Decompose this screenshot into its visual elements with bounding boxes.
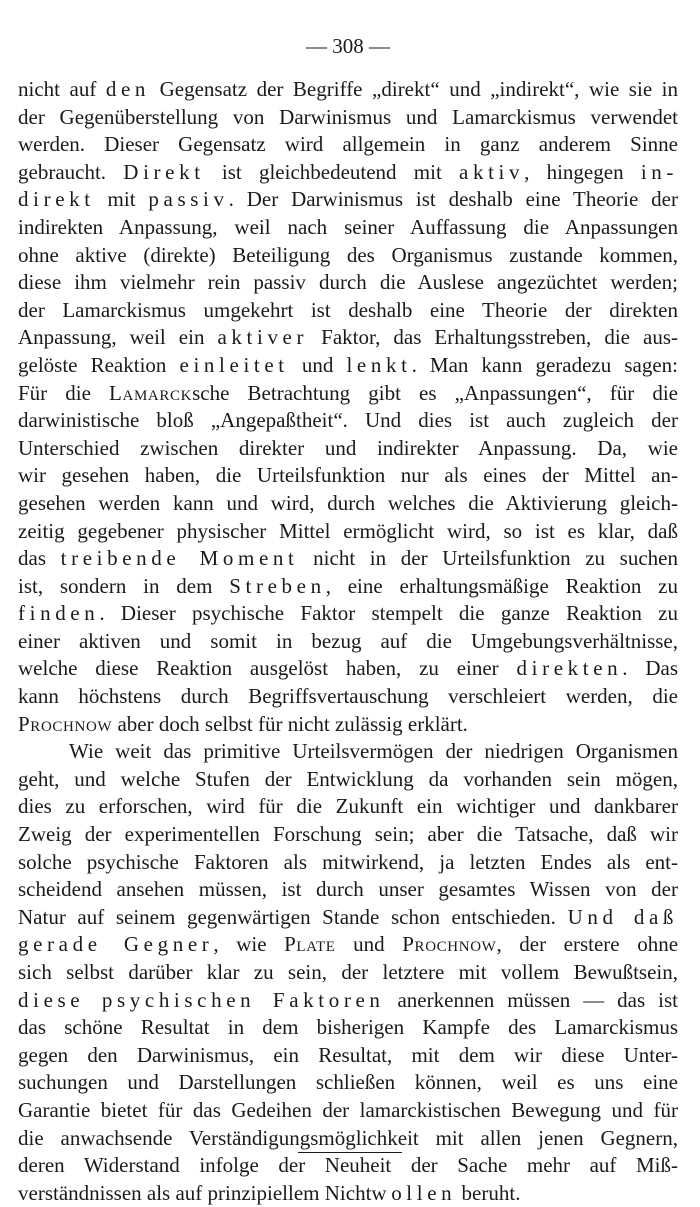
- text-line: [18, 159, 678, 187]
- text-line: [18, 297, 678, 325]
- text-run: beruht.: [456, 1180, 521, 1205]
- text-run: suchungen und Darstellungen schließen können, weil es uns eine: [18, 1070, 678, 1095]
- text-run: zeitig gegebener physischer Mittel ermöglicht wird, so ist es klar, daß: [18, 518, 678, 543]
- text-run: Zweig der experimentellen Forschung sein; aber die Tatsache, daß wir: [18, 822, 678, 847]
- text-run: ist gleichbedeutend mit: [204, 159, 460, 184]
- author-name: Plate: [284, 932, 336, 957]
- spaced-emphasis: lenkt: [346, 352, 412, 377]
- text-run: Wie weit das primitive Urteilsvermögen der niedrigen Organismen: [69, 739, 678, 764]
- text-run: dies zu erforschen, wird für die Zukunft ein wichtiger und dankbarer: [18, 794, 678, 819]
- spaced-emphasis: finden: [18, 601, 100, 626]
- text-line: [18, 380, 678, 408]
- text-line: [18, 435, 678, 463]
- text-run: . Das: [622, 656, 678, 681]
- spaced-emphasis: passiv: [148, 187, 229, 212]
- text-run: . Der Darwinismus ist deshalb eine Theorie der: [228, 187, 678, 212]
- text-run: einer aktiven und somit in bezug auf die Umgebungsverhältnisse,: [18, 628, 678, 653]
- text-run: aber doch selbst für nicht zulässig erklärt.: [112, 711, 468, 736]
- page-number: — 308 —: [306, 34, 390, 58]
- text-run: anerkennen müssen — das ist: [384, 987, 678, 1012]
- text-line: [18, 738, 678, 766]
- text-run: welche diese Reaktion ausgelöst haben, zu einer: [18, 656, 517, 681]
- text-line: [18, 931, 678, 959]
- text-line: [18, 1042, 678, 1070]
- text-run: verständnissen als auf prinzipiellem Nicht: [18, 1180, 372, 1205]
- text-run: sche Betrachtung gibt es „Anpassungen“, für die: [192, 380, 679, 405]
- text-run: , hingegen: [524, 159, 641, 184]
- spaced-emphasis: Und daß: [567, 904, 679, 929]
- text-run: Garantie bietet für das Gedeihen der lamarckistischen Bewegung und für: [18, 1097, 678, 1122]
- text-line: [18, 876, 678, 904]
- text-run: mit: [94, 187, 149, 212]
- text-run: Gegensatz der Begriffe „direkt“ und „indirekt“, wie sie in: [150, 77, 678, 101]
- text-run: die anwachsende Verständigungsmöglichkeit mit allen jenen Gegnern,: [18, 1125, 678, 1150]
- text-run: darwinistische bloß „Angepaßtheit“. Und dies ist auch zugleich der: [18, 408, 678, 433]
- text-line: [18, 131, 678, 159]
- text-line: [18, 242, 678, 270]
- text-run: und: [335, 932, 403, 957]
- text-line: [18, 987, 678, 1015]
- text-line: [18, 821, 678, 849]
- text-line: [18, 600, 678, 628]
- text-line: [18, 655, 678, 683]
- spaced-emphasis: aktiv: [459, 159, 525, 184]
- text-run: , wie: [213, 932, 285, 957]
- text-line: [18, 214, 678, 242]
- text-run: , eine erhaltungsmäßige Reaktion zu: [325, 573, 678, 598]
- text-run: wir gesehen haben, die Urteilsfunktion nur als eines der Mittel an-: [18, 463, 678, 488]
- text-run: Faktor, das Erhaltungsstreben, die aus-: [308, 325, 678, 350]
- text-run: der Lamarckismus umgekehrt ist deshalb eine Theorie der direkten: [18, 297, 678, 322]
- spaced-emphasis: direkten: [516, 656, 623, 681]
- text-line: [18, 352, 678, 380]
- text-run: deren Widerstand infolge der Neuheit der Sache mehr auf Miß-: [18, 1153, 678, 1178]
- text-run: und: [288, 352, 347, 377]
- end-rule: [298, 1152, 402, 1153]
- text-run: der Gegenüberstellung von Darwinismus und Lamarckismus verwendet: [18, 104, 678, 129]
- text-run: . Dieser psychische Faktor stempelt die ganze Reaktion zu: [99, 601, 678, 626]
- text-run: ist, sondern in dem: [18, 573, 230, 598]
- text-line: [18, 1152, 678, 1180]
- text-line: [18, 793, 678, 821]
- text-line: [18, 959, 678, 987]
- text-line: [18, 1125, 678, 1153]
- paragraph: [18, 76, 678, 738]
- text-run: geht, und welche Stufen der Entwicklung da vorhanden sein mögen,: [18, 766, 678, 791]
- text-run: Unterschied zwischen direkter und indirekter Anpassung. Da, wie: [18, 435, 678, 460]
- text-run: , der erstere ohne: [496, 932, 679, 957]
- text-line: [18, 766, 678, 794]
- spaced-emphasis: einleitet: [179, 352, 289, 377]
- text-run: gesehen werden kann und wird, durch welches die Aktivierung gleich-: [18, 490, 678, 515]
- text-run: gelöste Reaktion: [18, 352, 180, 377]
- text-run: scheidend ansehen müssen, ist durch unser gesamtes Wissen von der: [18, 877, 678, 902]
- text-run: werden. Dieser Gegensatz wird allgemein in ganz anderem Sinne: [18, 132, 678, 157]
- text-run: ohne aktive (direkte) Beteiligung des Organismus zustande kommen,: [18, 242, 678, 267]
- text-run: das: [18, 546, 61, 571]
- text-run: gebraucht.: [18, 159, 124, 184]
- body-text: [18, 76, 678, 1207]
- text-line: [18, 518, 678, 546]
- spaced-emphasis: wollen: [371, 1180, 457, 1205]
- text-line: [18, 1097, 678, 1125]
- text-line: [18, 104, 678, 132]
- text-line: [18, 904, 678, 932]
- text-run: gegen den Darwinismus, ein Resultat, mit dem wir diese Unter-: [18, 1042, 678, 1067]
- spaced-emphasis: Streben: [229, 573, 326, 598]
- spaced-emphasis: in-: [640, 159, 679, 184]
- text-line: [18, 407, 678, 435]
- text-run: indirekten Anpassung, weil nach seiner Auffassung die Anpassungen: [18, 214, 678, 239]
- text-line: [18, 490, 678, 518]
- text-line: [18, 1014, 678, 1042]
- author-name: Prochnow: [402, 932, 497, 957]
- author-name: Lamarck: [109, 380, 193, 405]
- text-run: das schöne Resultat in dem bisherigen Kampfe des Lamarckismus: [18, 1015, 678, 1040]
- text-run: Natur auf seinem gegenwärtigen Stande schon entschieden.: [18, 904, 568, 929]
- text-run: nicht in der Urteilsfunktion zu suchen: [298, 546, 678, 571]
- author-name: Prochnow: [18, 711, 113, 736]
- text-line: [18, 711, 678, 739]
- text-line: [18, 269, 678, 297]
- text-line: [18, 1180, 678, 1207]
- text-run: solche psychische Faktoren als mitwirkend, ja letzten Endes als ent-: [18, 849, 678, 874]
- text-run: nicht auf: [18, 77, 106, 101]
- text-line: [18, 324, 678, 352]
- paragraph: [18, 738, 678, 1207]
- text-line: [18, 683, 678, 711]
- text-run: sich selbst darüber klar zu sein, der letztere mit vollem Bewußtsein,: [18, 960, 678, 984]
- text-line: [18, 76, 678, 104]
- spaced-emphasis: aktiver: [217, 325, 309, 350]
- spaced-emphasis: treibende Moment: [60, 546, 299, 571]
- spaced-emphasis: Direkt: [123, 159, 205, 184]
- text-run: . Man kann geradezu sagen:: [411, 352, 678, 377]
- spaced-emphasis: den: [105, 77, 151, 101]
- text-run: Für die: [18, 380, 110, 405]
- text-run: Anpassung, weil ein: [18, 325, 218, 350]
- text-run: kann höchstens durch Begriffsvertauschung verschleiert werden, die: [18, 684, 678, 709]
- text-line: [18, 1069, 678, 1097]
- text-line: [18, 573, 678, 601]
- text-line: [18, 628, 678, 656]
- text-line: [18, 462, 678, 490]
- text-line: [18, 849, 678, 877]
- text-line: [18, 545, 678, 573]
- spaced-emphasis: direkt: [18, 187, 95, 212]
- spaced-emphasis: diese psychischen Faktoren: [18, 987, 385, 1012]
- text-line: [18, 186, 678, 214]
- spaced-emphasis: gerade Gegner: [18, 932, 214, 957]
- text-run: diese ihm vielmehr rein passiv durch die Auslese angezüchtet werden;: [18, 270, 678, 295]
